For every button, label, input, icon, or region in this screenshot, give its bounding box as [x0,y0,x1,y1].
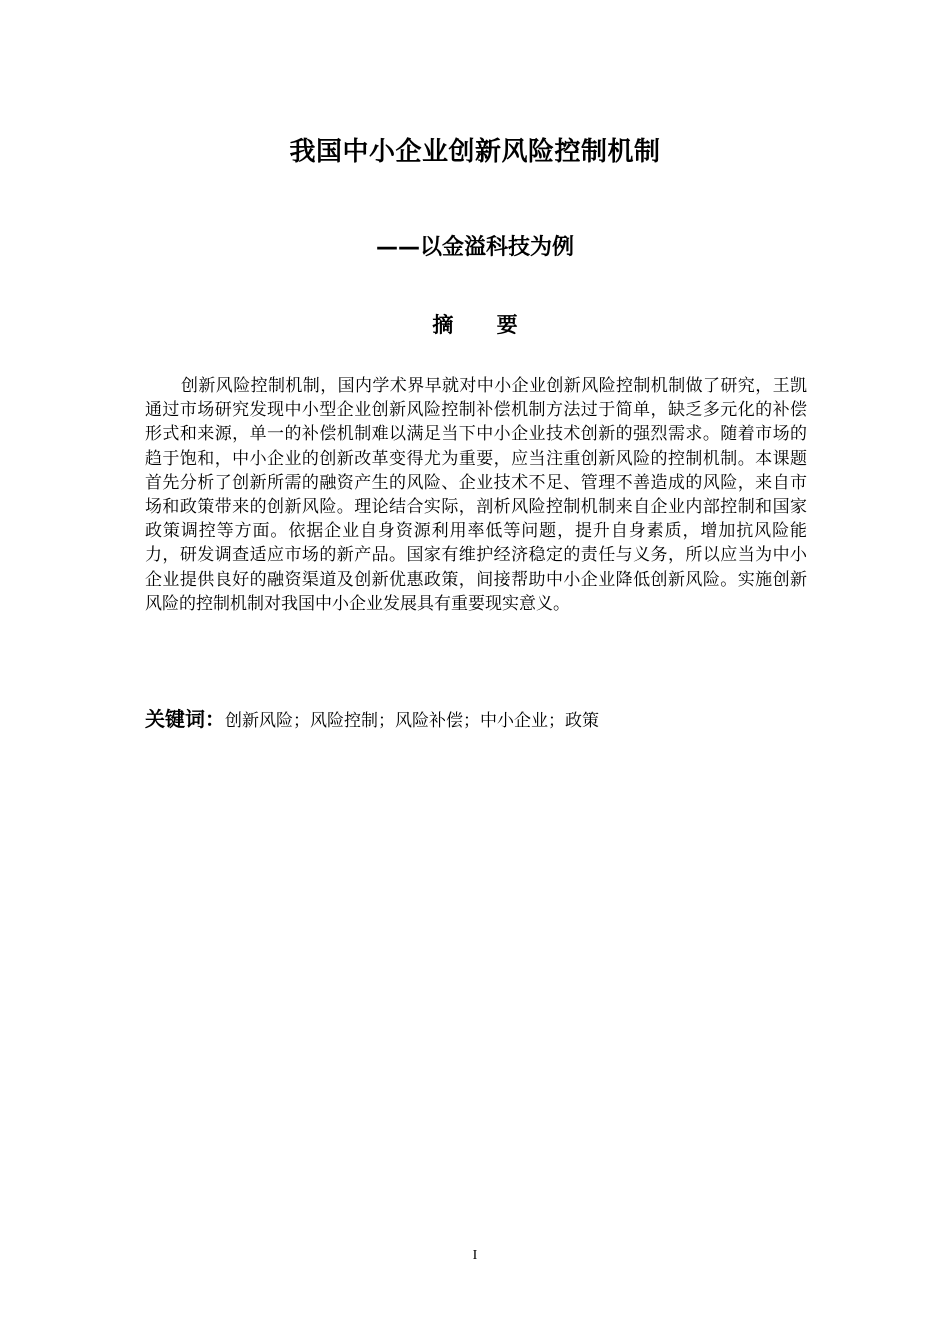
page-number: I [472,1248,478,1263]
document-title: 我国中小企业创新风险控制机制 [289,137,661,167]
keywords-value: 创新风险；风险控制；风险补偿；中小企业；政策 [225,711,599,731]
document-subtitle: ——以金溢科技为例 [376,235,575,260]
abstract-heading: 摘 要 [432,313,536,337]
keywords-line [145,705,599,735]
abstract-body: 创新风险控制机制，国内学术界早就对中小企业创新风险控制机制做了研究，王凯通过市场研究发现中小型企业创新风险控制补偿机制方法过于简单，缺乏多元化的补偿形式和来源，单一的补偿机制难以满足当下中小企业技术创新的强烈需求。随着市场的趋于饱和，中小企业的创新改革变得尤为重要，应当注重创新风险的控制机制。本课题首先分析了创新所需的融资产生的风险、企业技术不足、管理不善造成的风险，来自市场和政策带来的创新风险。理论结合实际，剖析风险控制机制来自企业内部控制和国家政策调控等方面。依据企业自身资源利用率低等问题，提升自身素质，增加抗风险能力，研发调查适应市场的新产品。国家有维护经济稳定的责任与义务，所以应当为中小企业提供良好的融资渠道及创新优惠政策，间接帮助中小企业降低创新风险。实施创新风险的控制机制对我国中小企业发展具有重要现实意义。 [145,376,807,614]
keywords-label: 关键词： [145,707,225,731]
